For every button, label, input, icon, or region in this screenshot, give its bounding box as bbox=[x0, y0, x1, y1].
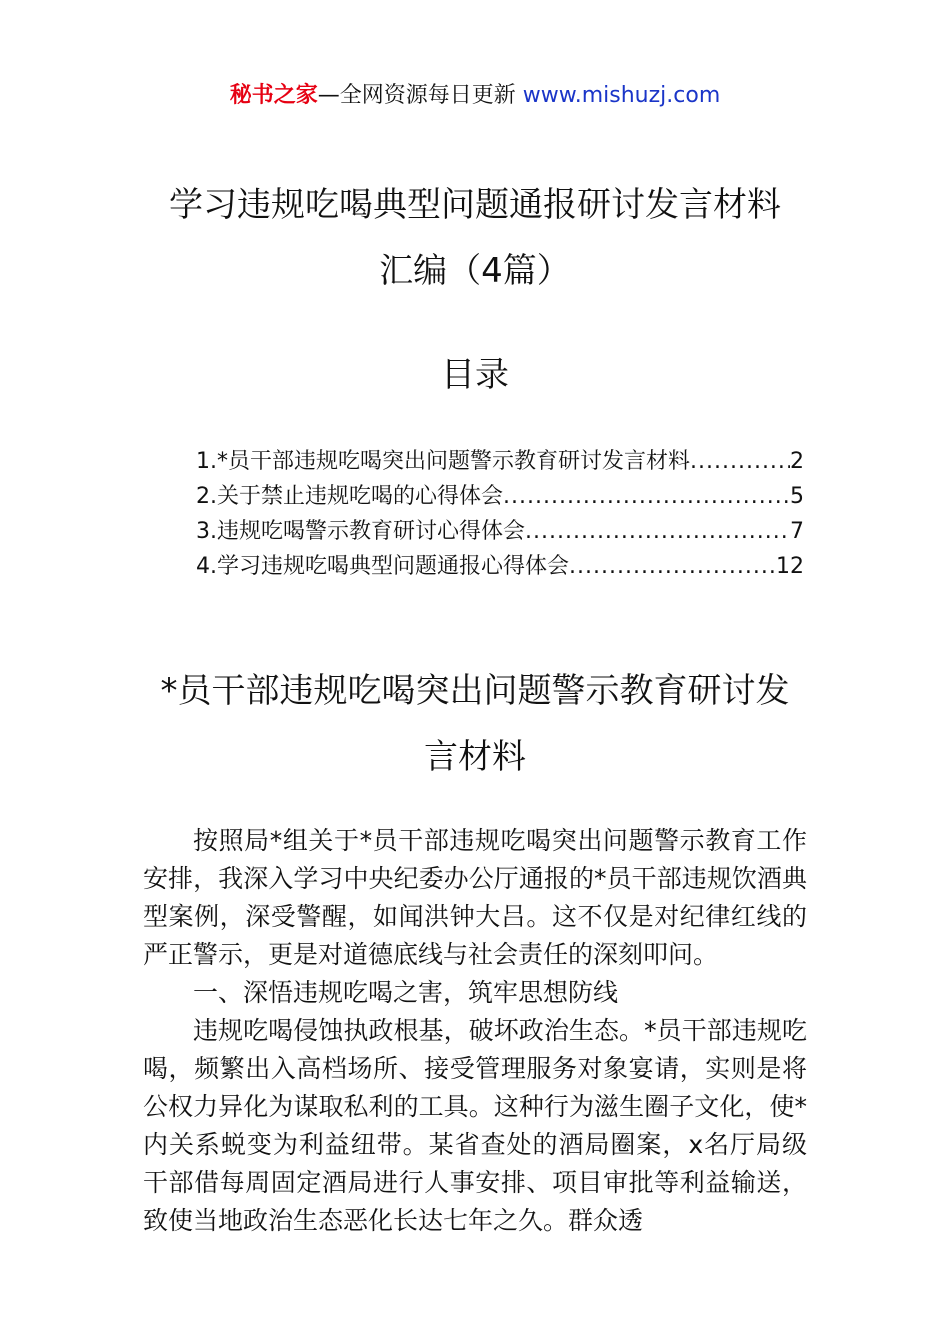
toc-item-label: 2.关于禁止违规吃喝的心得体会 bbox=[196, 484, 503, 509]
document-title-line-2: 汇编（4篇） bbox=[379, 251, 571, 291]
toc-dot-leader bbox=[690, 444, 790, 479]
subsection-heading: 一、深悟违规吃喝之害，筑牢思想防线 bbox=[193, 978, 619, 1007]
toc-dot-leader bbox=[525, 514, 790, 549]
section-title-line-1: *员干部违规吃喝突出问题警示教育研讨发 bbox=[160, 671, 790, 711]
toc-item-label: 4.学习违规吃喝典型问题通报心得体会 bbox=[196, 554, 569, 579]
section-title bbox=[120, 658, 830, 790]
section-body bbox=[143, 822, 807, 1240]
toc-item-page: 5 bbox=[790, 484, 804, 509]
brand-name: 秘书之家 bbox=[229, 83, 318, 108]
toc-item[interactable] bbox=[196, 549, 804, 584]
toc-dot-leader bbox=[569, 549, 776, 584]
section-title-line-2: 言材料 bbox=[424, 737, 526, 777]
header-tagline: —全网资源每日更新 bbox=[317, 83, 523, 108]
body-paragraph: 按照局*组关于*员干部违规吃喝突出问题警示教育工作安排，我深入学习中央纪委办公厅通报的*员干部违规饮酒典型案例，深受警醒，如闻洪钟大吕。这不仅是对纪律红线的严正警示，更是对道德底线与社会责任的深刻叩问。 bbox=[143, 826, 807, 969]
toc-dot-leader bbox=[503, 479, 790, 514]
toc-item[interactable] bbox=[196, 479, 804, 514]
document-title-line-1: 学习违规吃喝典型问题通报研讨发言材料 bbox=[169, 185, 781, 225]
toc-item-label: 3.违规吃喝警示教育研讨心得体会 bbox=[196, 519, 525, 544]
site-url-link[interactable]: www.mishuzj.com bbox=[522, 83, 721, 108]
toc-item[interactable] bbox=[196, 514, 804, 549]
table-of-contents bbox=[196, 444, 804, 584]
toc-item-page: 7 bbox=[790, 519, 804, 544]
toc-item-page: 2 bbox=[790, 449, 804, 474]
toc-item-page: 12 bbox=[776, 554, 804, 579]
toc-item[interactable] bbox=[196, 444, 804, 479]
toc-title: 目录 bbox=[441, 355, 509, 395]
toc-item-label: 1.*员干部违规吃喝突出问题警示教育研讨发言材料 bbox=[196, 449, 690, 474]
site-header bbox=[0, 80, 950, 112]
document-title bbox=[0, 172, 950, 304]
body-paragraph: 违规吃喝侵蚀执政根基，破坏政治生态。*员干部违规吃喝，频繁出入高档场所、接受管理服务对象宴请，实则是将公权力异化为谋取私利的工具。这种行为滋生圈子文化，使*内关系蜕变为利益纽带。某省查处的酒局圈案，x名厅局级干部借每周固定酒局进行人事安排、项目审批等利益输送，致使当地政治生态恶化长达七年之久。群众透 bbox=[143, 1016, 807, 1235]
